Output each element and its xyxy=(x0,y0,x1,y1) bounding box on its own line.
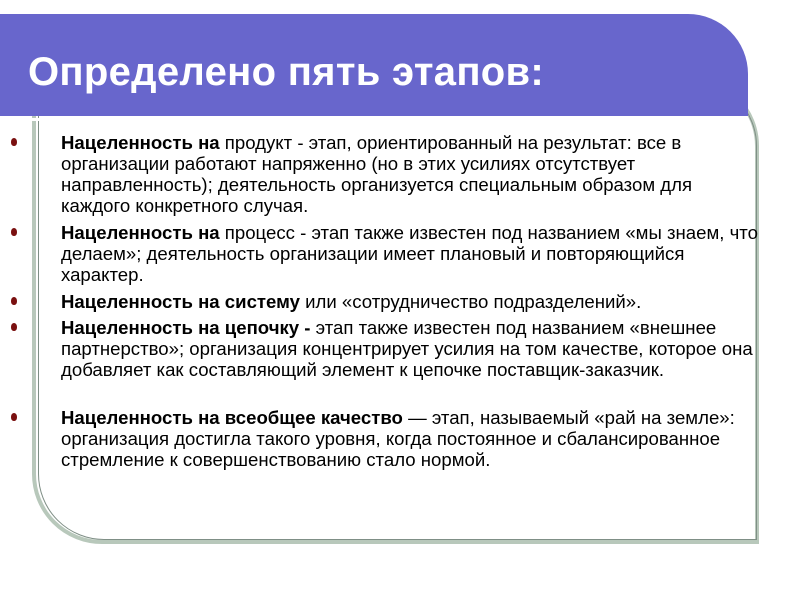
bullet-text: процесс - этап также известен под названием «мы знаем, что делаем»; деятельность организации имеет плановый и повторяющийся характер. xyxy=(61,222,758,285)
bullet-text: или «сотрудничество подразделений». xyxy=(299,291,642,312)
bullet-item-process xyxy=(61,222,761,285)
bullet-text: этап также известен под названием «внешнее партнерство»; организация концентрирует усилия на том качестве, которое она добавляет как составляющий элемент к цепочке поставщик-заказчик. xyxy=(61,317,753,380)
bullet-marker-icon xyxy=(11,323,17,331)
bullet-text: — этап, называемый «рай на земле»: организация достигла такого уровня, когда постоянное и сбалансированное стремление к совершенствованию стало нормой. xyxy=(61,407,735,470)
slide-title: Определено пять этапов: xyxy=(28,50,545,94)
bullet-bold-text: Нацеленность на xyxy=(61,222,220,243)
bullet-item-chain xyxy=(61,317,761,380)
bullet-item-system xyxy=(61,291,761,312)
bullet-item-product xyxy=(61,132,761,216)
bullet-bold-text: Нацеленность на всеобщее качество xyxy=(61,407,403,428)
bullet-item-total-quality xyxy=(61,407,761,470)
bullet-marker-icon xyxy=(11,297,17,305)
bullet-marker-icon xyxy=(11,413,17,421)
bullet-bold-text: Нацеленность на систему xyxy=(61,291,300,312)
bullet-bold-text: Нацеленность на цепочку - xyxy=(61,317,311,338)
bullet-text: продукт - этап, ориентированный на результат: все в организации работают напряженно (но в этих усилиях отсутствует направленность); деятельность организуется специальным образом для каждого конкретного случая. xyxy=(61,132,693,216)
bullet-bold-text: Нацеленность на xyxy=(61,132,220,153)
bullet-marker-icon xyxy=(11,228,17,236)
bullet-marker-icon xyxy=(11,138,17,146)
